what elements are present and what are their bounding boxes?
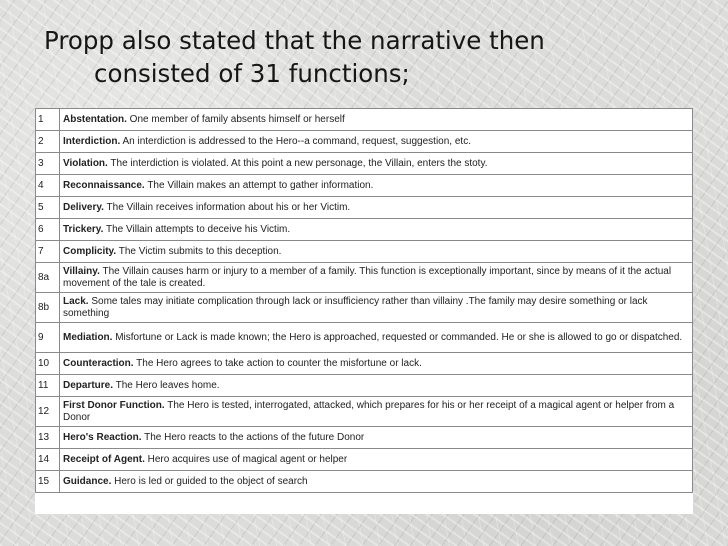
function-description: The Victim submits to this deception. [116, 245, 282, 257]
function-name: Violation. [63, 157, 108, 169]
function-description-cell [60, 175, 693, 197]
function-description-cell [60, 153, 693, 175]
function-description: The Villain makes an attempt to gather information. [144, 179, 374, 191]
function-number: 2 [36, 131, 60, 153]
function-number: 4 [36, 175, 60, 197]
function-number: 6 [36, 219, 60, 241]
function-name: Counteraction. [63, 357, 134, 369]
table-row [36, 131, 693, 153]
function-number: 7 [36, 241, 60, 263]
function-name: Interdiction. [63, 135, 121, 147]
function-name: Reconnaissance. [63, 179, 145, 191]
function-description: The interdiction is violated. At this point a new personage, the Villain, enters the stoty. [107, 157, 488, 169]
function-name: Delivery. [63, 201, 104, 213]
table-row [36, 449, 693, 471]
slide-title [44, 24, 704, 90]
function-number: 3 [36, 153, 60, 175]
table-row [36, 175, 693, 197]
function-number: 9 [36, 323, 60, 353]
function-description: The Hero is tested, interrogated, attacked, which prepares for his or her receipt of a magical agent or helper from a Donor [63, 399, 675, 423]
slide-title-line-2: consisted of 31 functions; [94, 59, 410, 88]
function-name: Lack. [63, 295, 89, 307]
function-name: Receipt of Agent. [63, 453, 145, 465]
function-description-cell [60, 323, 693, 353]
function-name: Hero's Reaction. [63, 431, 142, 443]
function-number: 12 [36, 397, 60, 427]
function-description: Some tales may initiate complication through lack or insufficiency rather than villainy .The family may desire something or lack something [63, 295, 648, 319]
function-number: 8b [36, 293, 60, 323]
function-description-cell [60, 449, 693, 471]
function-number: 14 [36, 449, 60, 471]
function-description: One member of family absents himself or herself [126, 113, 345, 125]
function-description: The Hero leaves home. [113, 379, 220, 391]
function-description: Misfortune or Lack is made known; the Hero is approached, requested or commanded. He or she is allowed to go or dispatched. [112, 331, 683, 343]
function-number: 11 [36, 375, 60, 397]
function-number: 5 [36, 197, 60, 219]
function-description-cell [60, 375, 693, 397]
functions-table [35, 108, 693, 493]
table-row [36, 293, 693, 323]
table-row [36, 323, 693, 353]
function-number: 8a [36, 263, 60, 293]
function-description: The Villain causes harm or injury to a member of a family. This function is exceptionally important, since by means of it the actual movement of the tale is created. [63, 265, 672, 289]
table-row [36, 263, 693, 293]
function-name: Trickery. [63, 223, 104, 235]
function-name: Departure. [63, 379, 114, 391]
function-description-cell [60, 397, 693, 427]
function-description-cell [60, 131, 693, 153]
function-name: Guidance. [63, 475, 112, 487]
function-description-cell [60, 353, 693, 375]
function-description-cell [60, 241, 693, 263]
function-number: 15 [36, 471, 60, 493]
function-name: Complicity. [63, 245, 117, 257]
function-number: 1 [36, 109, 60, 131]
function-description: Hero acquires use of magical agent or helper [144, 453, 348, 465]
table-row [36, 153, 693, 175]
table-row [36, 375, 693, 397]
function-description-cell [60, 219, 693, 241]
function-description: Hero is led or guided to the object of search [111, 475, 308, 487]
function-name: First Donor Function. [63, 399, 165, 411]
table-row [36, 427, 693, 449]
function-description: The Villain receives information about his or her Victim. [103, 201, 351, 213]
function-description: The Villain attempts to deceive his Victim. [103, 223, 291, 235]
function-number: 10 [36, 353, 60, 375]
function-description: The Hero agrees to take action to counter the misfortune or lack. [133, 357, 422, 369]
table-row [36, 219, 693, 241]
function-description-cell [60, 197, 693, 219]
function-name: Mediation. [63, 331, 113, 343]
table-row [36, 397, 693, 427]
table-row [36, 353, 693, 375]
table-row [36, 197, 693, 219]
table-row [36, 471, 693, 493]
function-name: Abstentation. [63, 113, 127, 125]
table-row [36, 241, 693, 263]
function-description-cell [60, 471, 693, 493]
function-name: Villainy. [63, 265, 100, 277]
function-description-cell [60, 293, 693, 323]
function-description-cell [60, 427, 693, 449]
table-row [36, 109, 693, 131]
function-description: The Hero reacts to the actions of the future Donor [141, 431, 365, 443]
function-description: An interdiction is addressed to the Hero--a command, request, suggestion, etc. [120, 135, 471, 147]
function-number: 13 [36, 427, 60, 449]
function-description-cell [60, 109, 693, 131]
propp-functions-table [35, 108, 693, 514]
slide-title-line-1: Propp also stated that the narrative then [44, 26, 545, 55]
function-description-cell [60, 263, 693, 293]
